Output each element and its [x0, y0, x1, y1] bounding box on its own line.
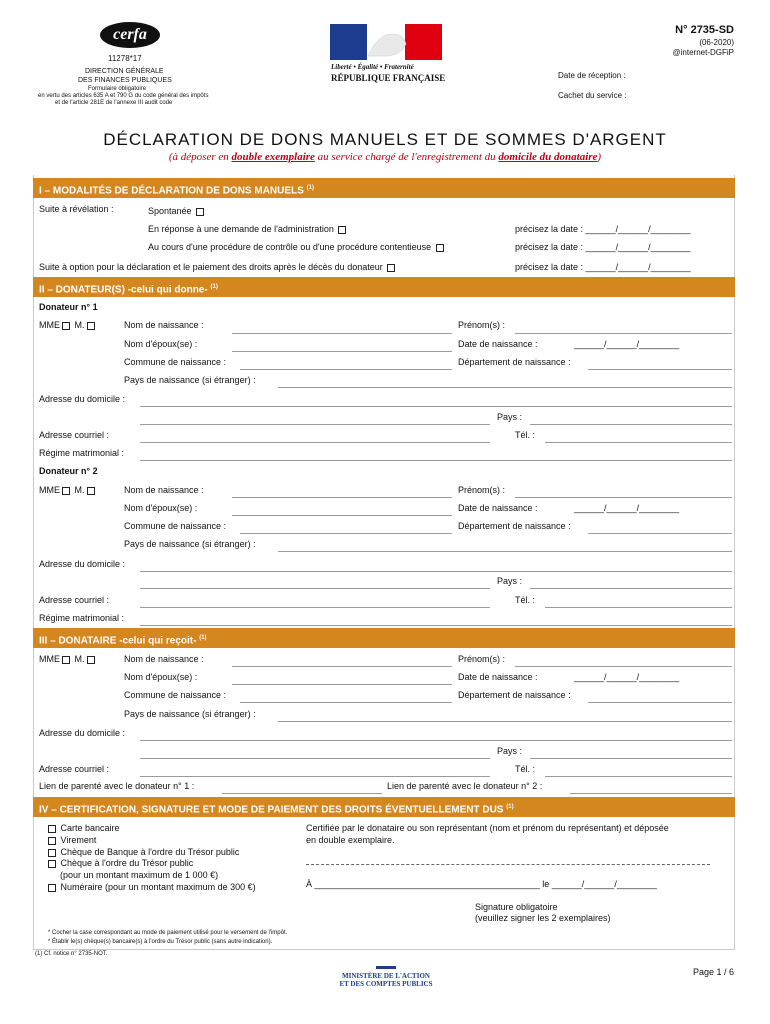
- donor2-email-label: Adresse courriel :: [39, 595, 110, 605]
- after-death-date[interactable]: précisez la date : ______/______/________: [515, 262, 691, 272]
- spontaneous-option[interactable]: [148, 206, 206, 216]
- donee-email-input[interactable]: [140, 776, 490, 777]
- marianne-icon: [358, 28, 414, 58]
- footnote-cheque: * Établir le(s) chèque(s) bancaire(s) à l'ordre du Trésor public (sans autre indication).: [48, 939, 273, 945]
- donee-phone-label: Tél. :: [515, 764, 536, 774]
- donee-spouse-input[interactable]: [232, 684, 452, 685]
- representative-input[interactable]: [306, 864, 710, 865]
- relation1-label: Lien de parenté avec le donateur n° 1 :: [39, 781, 195, 791]
- payment-bank-cheque-checkbox[interactable]: [48, 849, 56, 857]
- ministry-logo: [324, 966, 448, 988]
- donee-address-input[interactable]: [140, 740, 732, 741]
- signature-hint: (veuillez signer les 2 exemplaires): [475, 913, 611, 923]
- page-title: DÉCLARATION DE DONS MANUELS ET DE SOMMES D'ARGENT: [103, 130, 667, 149]
- section1-header: [33, 178, 735, 198]
- donor2-birth-dept-label: Département de naissance :: [458, 521, 571, 531]
- section1-note: (1): [306, 185, 314, 191]
- cerfa-logo: cerfa: [100, 22, 160, 48]
- donor1-firstnames-input[interactable]: [515, 333, 732, 334]
- payment-cash[interactable]: [46, 882, 256, 892]
- donee-birth-dept-label: Département de naissance :: [458, 690, 571, 700]
- donor2-birth-date-input[interactable]: ______/______/________: [574, 503, 680, 513]
- stamp-label: Cachet du service :: [558, 91, 627, 100]
- admin-request-date[interactable]: précisez la date : ______/______/________: [515, 224, 691, 234]
- donee-birth-date-label: Date de naissance :: [458, 672, 538, 682]
- donor2-phone-label: Tél. :: [515, 595, 536, 605]
- certification-line2: en double exemplaire.: [306, 835, 395, 845]
- relation2-input[interactable]: [570, 793, 732, 794]
- donor2-birth-country-label: Pays de naissance (si étranger) :: [124, 539, 256, 549]
- certification-line1: Certifiée par le donataire ou son représentant (nom et prénom du représentant) et déposée: [306, 823, 669, 833]
- section3-title: III – DONATAIRE -celui qui reçoit-: [39, 635, 197, 647]
- admin-request-option[interactable]: [148, 224, 348, 234]
- donee-birth-dept-input[interactable]: [588, 702, 732, 703]
- payment-card-checkbox[interactable]: [48, 825, 56, 833]
- subtitle-bold: domicile du donataire: [498, 151, 598, 163]
- mme-checkbox[interactable]: [62, 322, 70, 330]
- donor2-country-input[interactable]: [530, 588, 732, 589]
- donor1-birth-dept-label: Département de naissance :: [458, 357, 571, 367]
- direction-line2: DES FINANCES PUBLIQUES: [78, 77, 172, 84]
- form-date: (06-2020): [699, 38, 734, 47]
- donor2-phone-input[interactable]: [545, 607, 732, 608]
- section1-title: I – MODALITÉS DE DÉCLARATION DE DONS MANUELS: [39, 185, 304, 197]
- payment-transfer-checkbox[interactable]: [48, 837, 56, 845]
- ministry-emblem-icon: [376, 966, 396, 969]
- mandatory-line2: en vertu des articles 635 A et 790 G du code général des impôts: [38, 93, 209, 99]
- section4-note: (1): [506, 804, 514, 810]
- donee-civility[interactable]: [39, 654, 97, 664]
- direction-line1: DIRECTION GÉNÉRALE: [85, 68, 164, 75]
- donor1-address-input-2[interactable]: [140, 424, 490, 425]
- mme-checkbox[interactable]: [62, 487, 70, 495]
- marianne-logo: [330, 24, 442, 60]
- page-number: Page 1 / 6: [692, 967, 734, 977]
- cerfa-number: 11278*17: [108, 54, 142, 63]
- after-death-label: Suite à option pour la déclaration et le paiement des droits après le décès du donateur: [39, 262, 383, 272]
- donor1-birth-country-input[interactable]: [278, 387, 732, 388]
- donor1-birth-date-label: Date de naissance :: [458, 339, 538, 349]
- donee-phone-input[interactable]: [545, 776, 732, 777]
- donor1-birth-dept-input[interactable]: [588, 369, 732, 370]
- payment-cash-checkbox[interactable]: [48, 884, 56, 892]
- donee-address-label: Adresse du domicile :: [39, 728, 126, 738]
- payment-card-label: Carte bancaire: [60, 823, 120, 833]
- donor2-label: Donateur n° 2: [39, 466, 98, 476]
- subtitle-bold: double exemplaire: [231, 151, 315, 163]
- donor2-birth-dept-input[interactable]: [588, 533, 732, 534]
- page-subtitle: [0, 151, 770, 163]
- donee-firstnames-input[interactable]: [515, 666, 732, 667]
- donee-birth-name-input[interactable]: [232, 666, 452, 667]
- section4-header: [33, 797, 735, 817]
- payment-cheque[interactable]: [46, 858, 193, 868]
- donor1-birth-date-input[interactable]: ______/______/________: [574, 339, 680, 349]
- section2-title: II – DONATEUR(S) -celui qui donne-: [39, 284, 208, 296]
- subtitle-part: ): [597, 151, 602, 163]
- relation2-label: Lien de parenté avec le donateur n° 2 :: [387, 781, 543, 791]
- relation1-input[interactable]: [222, 793, 382, 794]
- donee-birth-town-label: Commune de naissance :: [124, 690, 227, 700]
- payment-cheque-limit: (pour un montant maximum de 1 000 €): [60, 870, 219, 880]
- donor1-birth-town-label: Commune de naissance :: [124, 357, 227, 367]
- procedure-label: Au cours d'une procédure de contrôle ou d'une procédure contentieuse: [148, 242, 432, 252]
- mandatory-line1: Formulaire obligatoire: [88, 86, 147, 92]
- donor2-birth-country-input[interactable]: [278, 551, 732, 552]
- donor2-firstnames-input[interactable]: [515, 497, 732, 498]
- donor2-birth-date-label: Date de naissance :: [458, 503, 538, 513]
- m-checkbox[interactable]: [87, 322, 95, 330]
- donee-birth-date-input[interactable]: ______/______/________: [574, 672, 680, 682]
- donor1-spouse-label: Nom d'époux(se) :: [124, 339, 198, 349]
- payment-card[interactable]: [46, 823, 120, 833]
- donor2-civility[interactable]: [39, 485, 97, 495]
- mme-label: MME: [39, 320, 60, 330]
- donor1-address-label: Adresse du domicile :: [39, 394, 126, 404]
- donor1-email-label: Adresse courriel :: [39, 430, 110, 440]
- donor1-birth-country-label: Pays de naissance (si étranger) :: [124, 375, 256, 385]
- donor2-birth-name-input[interactable]: [232, 497, 452, 498]
- m-label: M.: [74, 485, 85, 495]
- donee-email-label: Adresse courriel :: [39, 764, 110, 774]
- spontaneous-label: Spontanée: [148, 206, 192, 216]
- donor2-firstnames-label: Prénom(s) :: [458, 485, 506, 495]
- donor1-country-label: Pays :: [497, 412, 523, 422]
- donee-birth-country-label: Pays de naissance (si étranger) :: [124, 709, 256, 719]
- donor1-birth-name-input[interactable]: [232, 333, 452, 334]
- donor2-address-label: Adresse du domicile :: [39, 559, 126, 569]
- donor2-regime-input[interactable]: [140, 625, 732, 626]
- m-checkbox[interactable]: [87, 487, 95, 495]
- donor1-address-input[interactable]: [140, 406, 732, 407]
- donor1-firstnames-label: Prénom(s) :: [458, 320, 506, 330]
- subtitle-part: (à déposer en: [168, 151, 232, 163]
- donee-country-label: Pays :: [497, 746, 523, 756]
- donor2-country-label: Pays :: [497, 576, 523, 586]
- revelation-label: Suite à révélation :: [39, 204, 114, 214]
- section3-note: (1): [199, 635, 207, 641]
- payment-cheque-label: Chèque à l'ordre du Trésor public: [60, 858, 194, 868]
- donor1-birth-town-input[interactable]: [240, 369, 452, 370]
- donee-firstnames-label: Prénom(s) :: [458, 654, 506, 664]
- section4-title: IV – CERTIFICATION, SIGNATURE ET MODE DE PAIEMENT DES DROITS ÉVENTUELLEMENT DUS: [39, 804, 504, 816]
- signature-label: Signature obligatoire: [475, 902, 558, 912]
- mandatory-line3: et de l'article 281E de l'annexe III audit code: [55, 100, 173, 106]
- procedure-checkbox[interactable]: [436, 244, 444, 252]
- donor1-birth-name-label: Nom de naissance :: [124, 320, 204, 330]
- place-date-input[interactable]: À _____________________________________________ le ______/______/________: [306, 879, 657, 889]
- procedure-option[interactable]: [148, 242, 446, 252]
- after-death-option[interactable]: [39, 262, 397, 272]
- donor1-label: Donateur n° 1: [39, 302, 98, 312]
- section2-header: [33, 277, 735, 297]
- procedure-date[interactable]: précisez la date : ______/______/________: [515, 242, 691, 252]
- m-checkbox[interactable]: [87, 656, 95, 664]
- payment-cash-label: Numéraire (pour un montant maximum de 300 €): [60, 882, 256, 892]
- donee-address-input-2[interactable]: [140, 758, 490, 759]
- donor1-civility[interactable]: [39, 320, 97, 330]
- payment-bank-cheque[interactable]: [46, 847, 239, 857]
- after-death-checkbox[interactable]: [387, 264, 395, 272]
- donor2-birth-town-label: Commune de naissance :: [124, 521, 227, 531]
- footnote-notice: (1) Cf. notice n° 2735-NOT.: [35, 951, 108, 957]
- reception-date-label: Date de réception :: [558, 71, 626, 80]
- donor2-birth-name-label: Nom de naissance :: [124, 485, 204, 495]
- admin-request-checkbox[interactable]: [338, 226, 346, 234]
- donor1-regime-label: Régime matrimonial :: [39, 448, 125, 458]
- form-number: N° 2735-SD: [675, 24, 734, 36]
- donor2-address-input-2[interactable]: [140, 588, 490, 589]
- donor1-email-input[interactable]: [140, 442, 490, 443]
- donor1-phone-input[interactable]: [545, 442, 732, 443]
- donee-birth-town-input[interactable]: [240, 702, 452, 703]
- admin-request-label: En réponse à une demande de l'administration: [148, 224, 334, 234]
- donor2-regime-label: Régime matrimonial :: [39, 613, 125, 623]
- mme-label: MME: [39, 654, 60, 664]
- spontaneous-checkbox[interactable]: [196, 208, 204, 216]
- mme-checkbox[interactable]: [62, 656, 70, 664]
- donee-birth-name-label: Nom de naissance :: [124, 654, 204, 664]
- form-source: @internet-DGFiP: [672, 48, 734, 57]
- subtitle-part: au service chargé de l'enregistrement du: [314, 151, 499, 163]
- donor1-phone-label: Tél. :: [515, 430, 536, 440]
- donor2-birth-town-input[interactable]: [240, 533, 452, 534]
- donee-spouse-label: Nom d'époux(se) :: [124, 672, 198, 682]
- donor2-spouse-input[interactable]: [232, 515, 452, 516]
- donee-birth-country-input[interactable]: [278, 721, 732, 722]
- donor2-address-input[interactable]: [140, 571, 732, 572]
- m-label: M.: [74, 320, 85, 330]
- payment-bank-cheque-label: Chèque de Banque à l'ordre du Trésor public: [60, 847, 240, 857]
- footnote-payment: * Cocher la case correspondant au mode de paiement utilisé pour le versement de l'impôt.: [48, 930, 288, 936]
- section3-header: [33, 628, 735, 648]
- motto: Liberté • Égalité • Fraternité: [331, 63, 414, 71]
- payment-cheque-checkbox[interactable]: [48, 860, 56, 868]
- m-label: M.: [74, 654, 85, 664]
- donor1-spouse-input[interactable]: [232, 351, 452, 352]
- ministry-line2: ET DES COMPTES PUBLICS: [339, 980, 433, 988]
- donor2-email-input[interactable]: [140, 607, 490, 608]
- donor1-country-input[interactable]: [530, 424, 732, 425]
- payment-transfer[interactable]: [46, 835, 96, 845]
- donor2-spouse-label: Nom d'époux(se) :: [124, 503, 198, 513]
- ministry-line1: MINISTÈRE DE L'ACTION: [342, 972, 430, 980]
- mme-label: MME: [39, 485, 60, 495]
- donor1-regime-input[interactable]: [140, 460, 732, 461]
- payment-transfer-label: Virement: [60, 835, 97, 845]
- section2-note: (1): [210, 284, 218, 290]
- republic-label: RÉPUBLIQUE FRANÇAISE: [331, 73, 446, 83]
- donee-country-input[interactable]: [530, 758, 732, 759]
